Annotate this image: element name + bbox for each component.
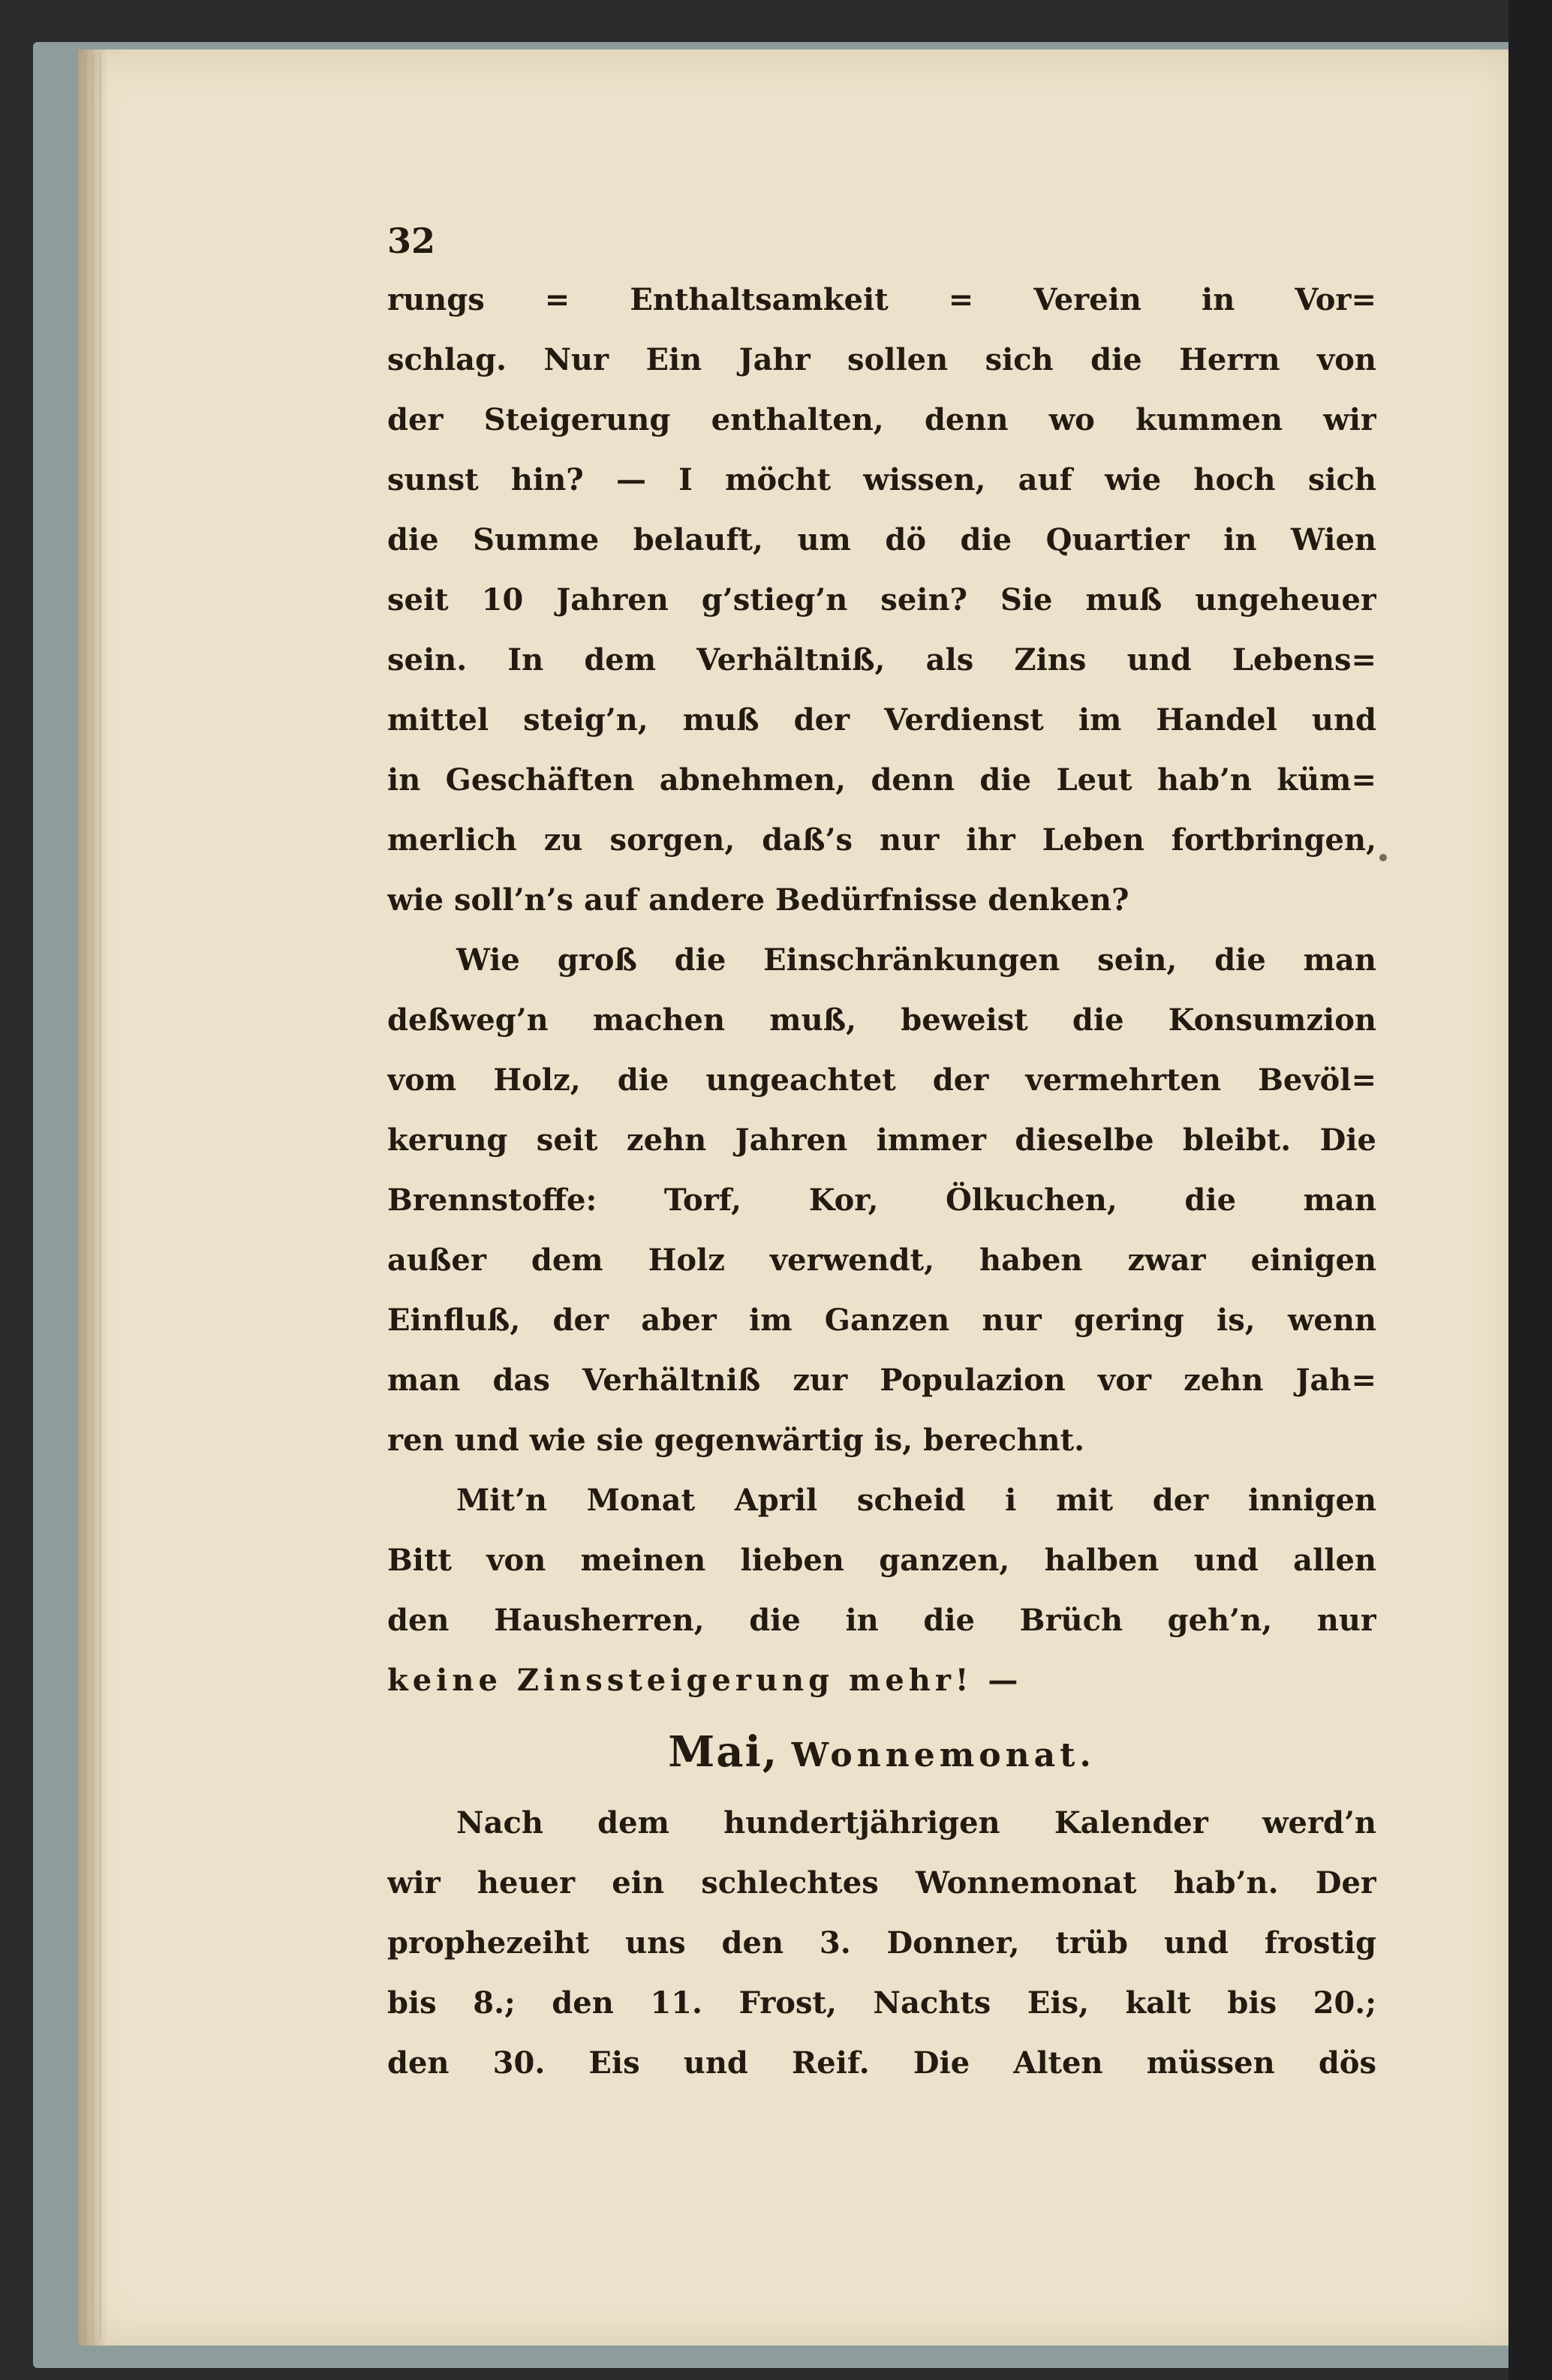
text-line: wir heuer ein schlechtes Wonnemonat hab’n. Der — [387, 1865, 1376, 1901]
text-line: die Summe belauft, um dö die Quartier in Wien — [387, 522, 1376, 557]
scan-background-edge — [1508, 0, 1552, 2380]
text-line: mittel steig’n, muß der Verdienst im Handel und — [387, 702, 1376, 738]
text-line: schlag. Nur Ein Jahr sollen sich die Herrn von — [387, 342, 1376, 377]
text-line: den Hausherren, die in die Brüch geh’n, nur — [387, 1603, 1376, 1638]
section-heading-month: Mai, — [668, 1727, 779, 1777]
text-line: sunst hin? — I möcht wissen, auf wie hoch sich — [387, 462, 1376, 497]
paragraph-4 — [387, 1793, 1376, 2093]
text-line: Nach dem hundertjährigen Kalender werd’n — [456, 1805, 1376, 1841]
page-text-block — [387, 212, 1376, 2093]
text-line: Einfluß, der aber im Ganzen nur gering is, wenn — [387, 1303, 1376, 1338]
text-line: bis 8.; den 11. Frost, Nachts Eis, kalt bis 20.; — [387, 1985, 1376, 2021]
text-line: außer dem Holz verwendt, haben zwar einigen — [387, 1243, 1376, 1278]
text-line: Mit’n Monat April scheid i mit der innigen — [456, 1483, 1376, 1518]
text-line: Wie groß die Einschränkungen sein, die man — [456, 942, 1376, 978]
text-line: prophezeiht uns den 3. Donner, trüb und frostig — [387, 1925, 1376, 1961]
ink-spot — [1379, 854, 1387, 861]
text-line: wie soll’n’s auf andere Bedürfnisse denken? — [387, 882, 1129, 918]
text-line: der Steigerung enthalten, denn wo kummen wir — [387, 402, 1376, 437]
page-gutter-shadow — [78, 50, 108, 2345]
section-heading-subtitle: Wonnemonat. — [791, 1736, 1096, 1774]
section-heading — [387, 1711, 1376, 1793]
paragraph-2 — [387, 930, 1376, 1471]
text-line: sein. In dem Verhältniß, als Zins und Lebens= — [387, 642, 1376, 678]
text-line: rungs = Enthaltsamkeit = Verein in Vor= — [387, 282, 1376, 317]
text-line: den 30. Eis und Reif. Die Alten müssen dös — [387, 2045, 1376, 2081]
text-line: Bitt von meinen lieben ganzen, halben und allen — [387, 1543, 1376, 1578]
paragraph-1 — [387, 270, 1376, 930]
text-line: Brennstoffe: Torf, Kor, Ölkuchen, die man — [387, 1182, 1376, 1218]
text-line: seit 10 Jahren g’stieg’n sein? Sie muß ungeheuer — [387, 582, 1376, 618]
text-line: ren und wie sie gegenwärtig is, berechnt. — [387, 1423, 1085, 1458]
text-line: keine Zinssteigerung mehr! — — [387, 1663, 1023, 1698]
text-line: vom Holz, die ungeachtet der vermehrten Bevöl= — [387, 1062, 1376, 1098]
text-line: deßweg’n machen muß, beweist die Konsumzion — [387, 1002, 1376, 1038]
text-line: merlich zu sorgen, daß’s nur ihr Leben fortbringen, — [387, 822, 1376, 858]
paragraph-3 — [387, 1471, 1376, 1711]
text-line: in Geschäften abnehmen, denn die Leut hab’n küm= — [387, 762, 1376, 798]
text-line: man das Verhältniß zur Populazion vor zehn Jah= — [387, 1363, 1376, 1398]
page-number: 32 — [387, 221, 436, 261]
text-line: kerung seit zehn Jahren immer dieselbe bleibt. Die — [387, 1122, 1376, 1158]
